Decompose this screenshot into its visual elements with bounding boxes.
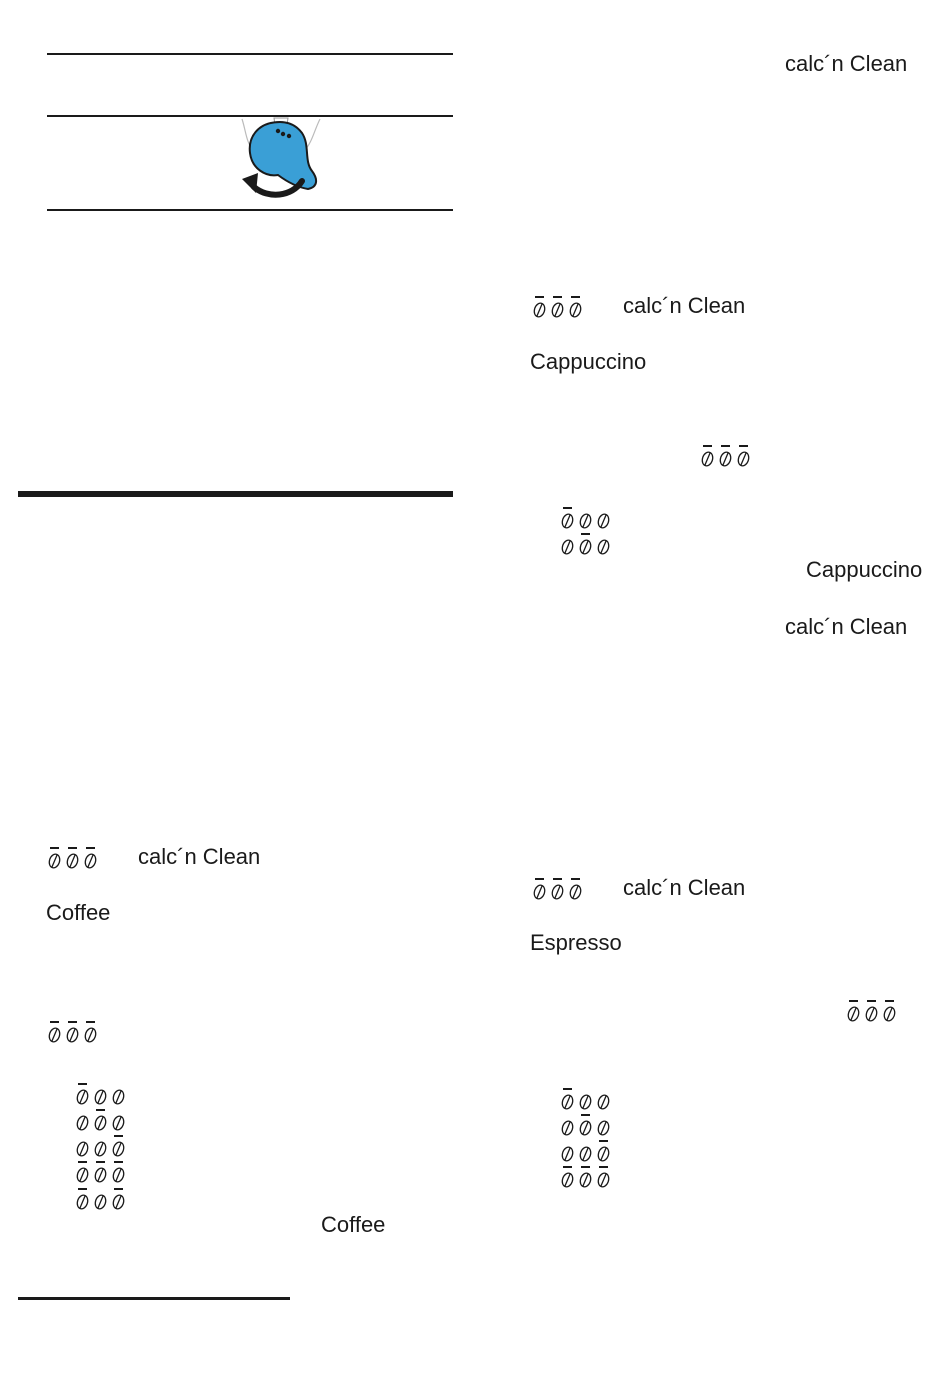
coffee-bean-selected-icon: [549, 877, 566, 901]
table-bottom-rule: [47, 209, 453, 211]
coffee-bean-selected-icon: [46, 846, 63, 870]
coffee-bean-selected-icon: [64, 1020, 81, 1044]
calc-clean-label: calc´n Clean: [623, 293, 746, 318]
coffee-bean-selected-icon: [559, 1165, 576, 1189]
coffee-bean-icon: [595, 1113, 612, 1137]
strength-option-1: [559, 1087, 612, 1111]
coffee-bean-selected-icon: [531, 295, 548, 319]
strength-option-4: [74, 1160, 127, 1184]
knob-turn-icon: [232, 117, 328, 201]
coffee-bean-selected-icon: [577, 1165, 594, 1189]
coffee-bean-selected-icon: [699, 444, 716, 468]
coffee-bean-icon: [577, 1087, 594, 1111]
coffee-bean-icon: [92, 1134, 109, 1158]
coffee-bean-icon: [74, 1108, 91, 1132]
coffee-bean-icon: [110, 1082, 127, 1106]
coffee-bean-selected-icon: [74, 1082, 91, 1106]
coffee-bean-selected-icon: [595, 1139, 612, 1163]
bean-strength-icon: [531, 295, 584, 319]
bean-strength-icon: [531, 877, 584, 901]
strength-option-2: [559, 532, 612, 556]
strength-option-2: [74, 1108, 127, 1132]
coffee-bean-selected-icon: [577, 532, 594, 556]
coffee-bean-icon: [74, 1134, 91, 1158]
drink-label-espresso: Espresso: [530, 930, 622, 955]
coffee-bean-selected-icon: [567, 877, 584, 901]
coffee-bean-selected-icon: [64, 846, 81, 870]
coffee-bean-selected-icon: [92, 1160, 109, 1184]
strength-option-1: [559, 506, 612, 530]
coffee-bean-icon: [559, 1139, 576, 1163]
coffee-bean-selected-icon: [46, 1020, 63, 1044]
coffee-bean-icon: [559, 532, 576, 556]
strength-option-1: [74, 1082, 127, 1106]
coffee-bean-icon: [92, 1187, 109, 1211]
calc-clean-label: calc´n Clean: [138, 844, 261, 869]
coffee-bean-icon: [110, 1108, 127, 1132]
strength-option-3: [559, 1139, 612, 1163]
coffee-bean-icon: [595, 1087, 612, 1111]
coffee-bean-selected-icon: [881, 999, 898, 1023]
coffee-bean-selected-icon: [531, 877, 548, 901]
footer-rule: [18, 1297, 290, 1300]
coffee-bean-selected-icon: [577, 1113, 594, 1137]
bean-strength-icon: [699, 444, 752, 468]
coffee-bean-selected-icon: [82, 846, 99, 870]
strength-option-2: [559, 1113, 612, 1137]
coffee-bean-icon: [92, 1082, 109, 1106]
coffee-bean-selected-icon: [549, 295, 566, 319]
coffee-bean-selected-icon: [110, 1187, 127, 1211]
coffee-bean-selected-icon: [845, 999, 862, 1023]
coffee-bean-selected-icon: [559, 1087, 576, 1111]
coffee-bean-selected-icon: [717, 444, 734, 468]
bean-strength-icon: [46, 846, 99, 870]
coffee-bean-selected-icon: [110, 1134, 127, 1158]
coffee-bean-icon: [595, 532, 612, 556]
coffee-bean-selected-icon: [82, 1020, 99, 1044]
drink-label-coffee: Coffee: [46, 900, 111, 925]
strength-option-3: [74, 1134, 127, 1158]
calc-clean-label: calc´n Clean: [785, 614, 908, 639]
coffee-bean-selected-icon: [74, 1160, 91, 1184]
coffee-bean-selected-icon: [92, 1108, 109, 1132]
coffee-bean-selected-icon: [110, 1160, 127, 1184]
coffee-bean-selected-icon: [735, 444, 752, 468]
coffee-bean-icon: [577, 1139, 594, 1163]
drink-label-coffee: Coffee: [321, 1212, 386, 1237]
coffee-bean-selected-icon: [74, 1187, 91, 1211]
coffee-bean-selected-icon: [567, 295, 584, 319]
calc-clean-label: calc´n Clean: [785, 51, 908, 76]
section-divider-thick: [18, 491, 453, 497]
coffee-bean-icon: [595, 506, 612, 530]
coffee-bean-selected-icon: [595, 1165, 612, 1189]
table-top-rule: [47, 53, 453, 55]
calc-clean-label: calc´n Clean: [623, 875, 746, 900]
strength-option-4: [559, 1165, 612, 1189]
drink-label-cappuccino: Cappuccino: [806, 557, 923, 582]
coffee-bean-selected-icon: [559, 506, 576, 530]
bean-strength-icon: [46, 1020, 99, 1044]
coffee-bean-icon: [559, 1113, 576, 1137]
bean-strength-icon: [845, 999, 898, 1023]
strength-option-5: [74, 1187, 127, 1211]
coffee-bean-selected-icon: [863, 999, 880, 1023]
coffee-bean-icon: [577, 506, 594, 530]
drink-label-cappuccino: Cappuccino: [530, 349, 647, 374]
